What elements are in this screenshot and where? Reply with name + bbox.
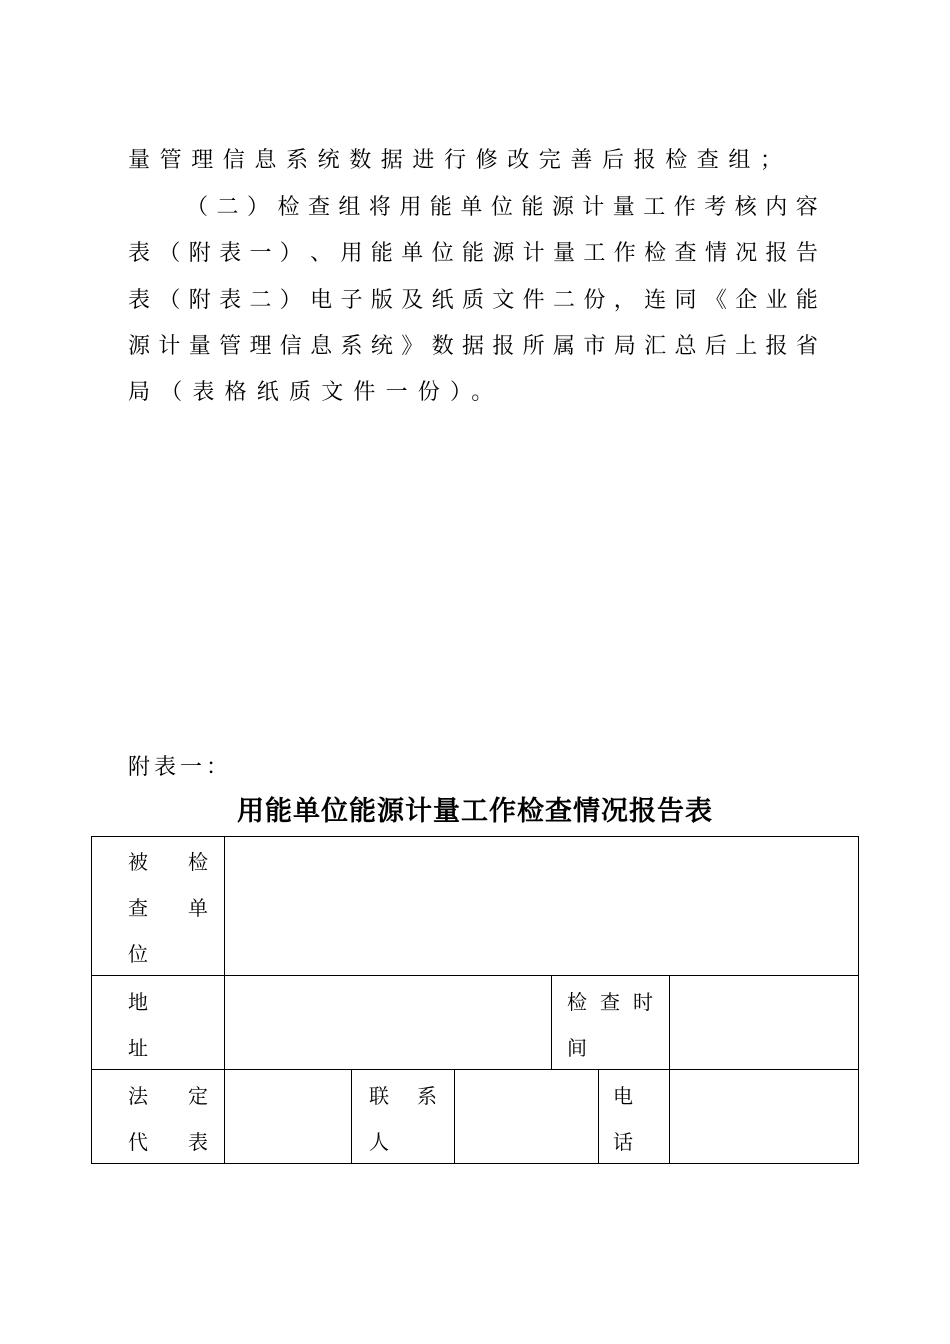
- label-char: 地: [128, 990, 148, 1014]
- paragraph-line: 表 （ 附 表 一 ） 、 用 能 单 位 能 源 计 量 工 作 检 查 情 况 报 告: [128, 241, 818, 266]
- inspected-unit-label: [128, 839, 208, 977]
- label-char: 法: [128, 1084, 148, 1108]
- label-char: 代: [128, 1130, 148, 1154]
- label-char: 电: [613, 1084, 633, 1108]
- phone-value-cell[interactable]: [670, 1070, 858, 1163]
- address-label: [128, 979, 168, 1071]
- label-char: 间: [567, 1036, 587, 1060]
- label-char: 被: [128, 850, 148, 874]
- label-char: 检: [188, 850, 208, 874]
- label-char: 定: [188, 1084, 208, 1108]
- label-char: 查: [128, 896, 148, 920]
- label-char: 位: [128, 942, 148, 966]
- label-char: 址: [128, 1036, 148, 1060]
- inspection-time-value-cell[interactable]: [670, 976, 858, 1069]
- phone-label: [613, 1073, 653, 1165]
- paragraph-line: 源 计 量 管 理 信 息 系 统 》 数 据 报 所 属 市 局 汇 总 后 上 报 省: [128, 334, 818, 359]
- label-char: 查: [600, 990, 620, 1014]
- paragraph-line: 局（表格纸质文件一份）。: [128, 380, 504, 405]
- label-char: 表: [188, 1130, 208, 1154]
- legal-representative-label: [128, 1073, 208, 1165]
- label-char: 系: [417, 1084, 437, 1108]
- address-value-cell[interactable]: [225, 976, 551, 1069]
- contact-person-value-cell[interactable]: [455, 1070, 598, 1163]
- label-char: 单: [188, 896, 208, 920]
- legal-representative-value-cell[interactable]: [225, 1070, 351, 1163]
- appendix-label: 附表一：: [128, 755, 233, 780]
- label-char: 联: [369, 1084, 389, 1108]
- paragraph-line: 表 （ 附 表 二 ） 电 子 版 及 纸 质 文 件 二 份 ， 连 同 《 企 业 能: [128, 288, 818, 313]
- inspected-unit-value-cell[interactable]: [225, 837, 858, 975]
- table-border-right: [858, 836, 859, 1164]
- contact-person-label: [369, 1073, 437, 1165]
- table-col-divider: [551, 975, 552, 1069]
- form-title: 用能单位能源计量工作检查情况报告表: [237, 796, 713, 827]
- label-char: 人: [369, 1130, 389, 1154]
- inspection-time-label: [567, 979, 653, 1071]
- paragraph-line: （ 二 ） 检 查 组 将 用 能 单 位 能 源 计 量 工 作 考 核 内 容: [186, 195, 818, 220]
- table-col-divider: [598, 1069, 599, 1164]
- label-char: 话: [613, 1130, 633, 1154]
- table-border-left: [91, 836, 92, 1164]
- label-char: 检: [567, 990, 587, 1014]
- label-char: 时: [633, 990, 653, 1014]
- table-col-divider: [351, 1069, 352, 1164]
- paragraph-line: 量管理信息系统数据进行修改完善后报检查组；: [128, 148, 792, 173]
